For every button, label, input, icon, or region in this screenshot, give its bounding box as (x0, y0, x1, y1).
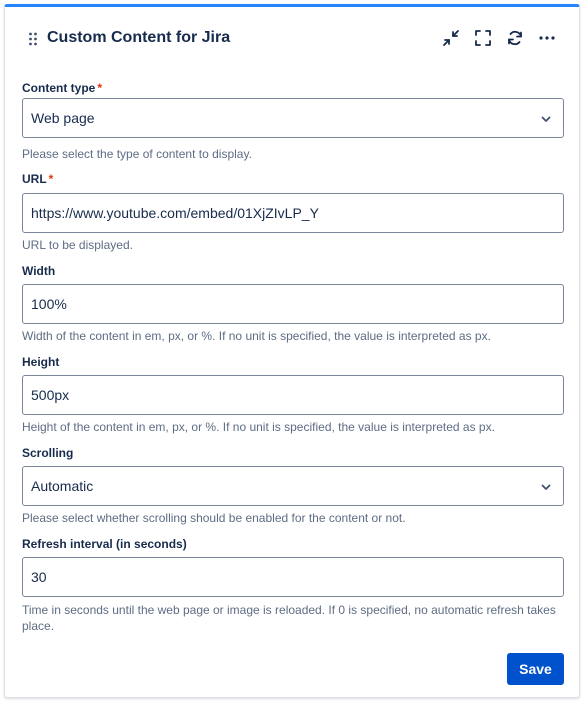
fullscreen-icon[interactable] (471, 26, 495, 50)
scrolling-help: Please select whether scrolling should be enabled for the content or not. (22, 511, 406, 525)
scrolling-select[interactable] (22, 466, 564, 506)
chevron-down-icon (539, 480, 553, 494)
refresh-interval-input[interactable] (22, 557, 564, 597)
width-input[interactable] (22, 284, 564, 324)
custom-content-widget (4, 4, 580, 698)
height-label: Height (22, 355, 60, 369)
width-help: Width of the content in em, px, or %. If no unit is specified, the value is interpreted as px. (22, 329, 491, 343)
chevron-down-icon (539, 112, 553, 126)
height-input[interactable] (22, 375, 564, 415)
content-type-label (22, 80, 102, 96)
widget-header (5, 7, 579, 67)
required-marker: * (97, 81, 103, 95)
width-label: Width (22, 264, 56, 278)
collapse-icon[interactable] (439, 26, 463, 50)
scrolling-value: Automatic (31, 478, 94, 494)
required-marker: * (48, 172, 54, 186)
scrolling-label: Scrolling (22, 446, 74, 460)
url-label (22, 171, 53, 187)
url-help: URL to be displayed. (22, 238, 133, 252)
refresh-interval-label: Refresh interval (in seconds) (22, 537, 187, 551)
more-icon[interactable] (535, 26, 559, 50)
content-type-select[interactable] (22, 98, 564, 138)
content-type-value: Web page (31, 110, 95, 126)
url-label-text: URL (22, 172, 47, 186)
drag-handle-icon[interactable] (28, 32, 38, 46)
height-help: Height of the content in em, px, or %. If no unit is specified, the value is interpreted as px. (22, 420, 495, 434)
content-type-help: Please select the type of content to display. (22, 147, 252, 161)
widget-title: Custom Content for Jira (47, 29, 231, 46)
refresh-interval-help: Time in seconds until the web page or image is reloaded. If 0 is specified, no automatic refresh takes place. (22, 603, 556, 633)
refresh-icon[interactable] (503, 26, 527, 50)
content-type-label-text: Content type (22, 81, 96, 95)
url-input[interactable] (22, 193, 564, 233)
save-button[interactable]: Save (507, 653, 564, 685)
